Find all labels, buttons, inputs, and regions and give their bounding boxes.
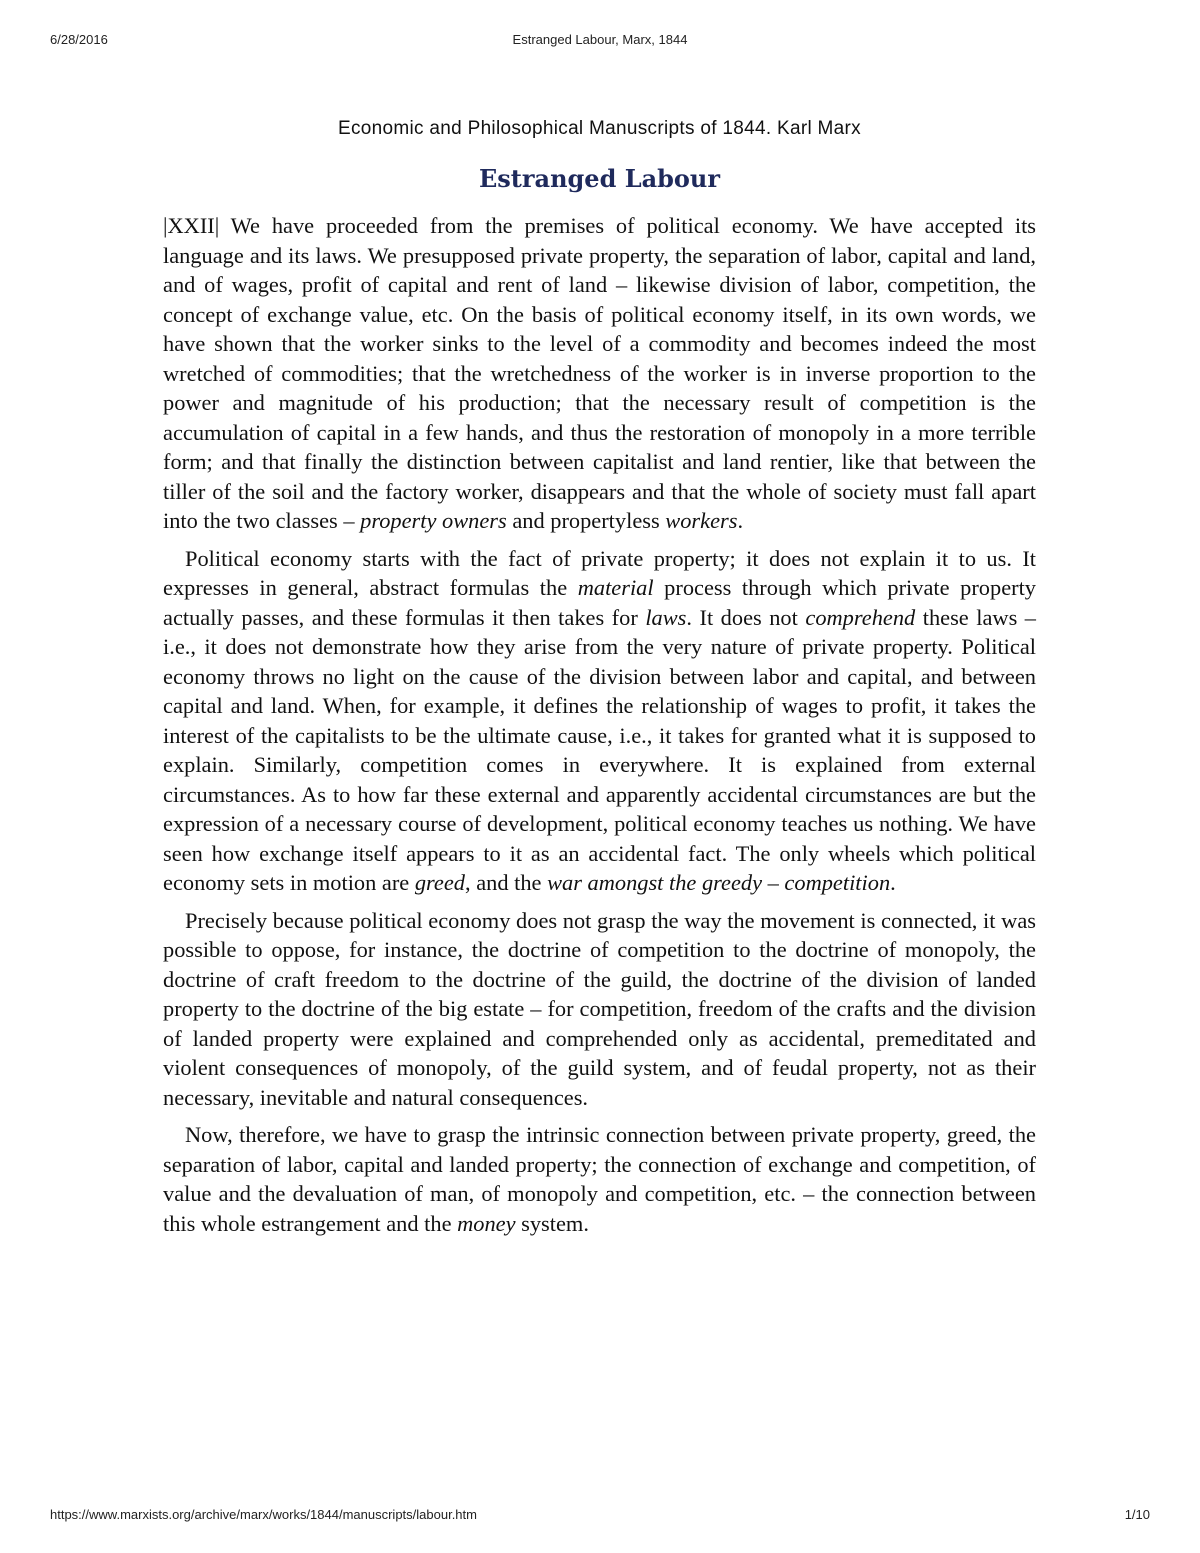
paragraph-4-text-a: Now, therefore, we have to grasp the intrinsic connection between private property, greed, the separation of labor, capital and landed property; the connection of exchange and competition, of value and the devaluation of man, of monopoly and competition, etc. – the connection between this whole estrangement and the: [163, 1122, 1036, 1236]
paragraph-1-text-e: .: [737, 508, 744, 533]
paragraph-2-text-a: Political economy starts with the fact of private property; it does not explain it to us. It expresses in general, abstract formulas the: [163, 545, 1036, 600]
paragraph-2-text-c: process through which private property actually passes, and these formulas it then takes for: [163, 575, 1037, 630]
paragraph-1-text-c: and propertyless: [506, 508, 666, 533]
print-date: 6/28/2016: [50, 32, 108, 47]
paragraph-1: [163, 211, 1036, 536]
source-url-link[interactable]: https://www.marxists.org/archive/marx/works/1844/manuscripts/labour.htm: [50, 1507, 477, 1522]
paragraph-4: [163, 1120, 1036, 1238]
paragraph-2-text-i: , and the: [465, 870, 548, 895]
work-title: Economic and Philosophical Manuscripts of 1844. Karl Marx: [338, 118, 861, 139]
paragraph-4-text-c: system.: [515, 1210, 589, 1236]
paragraph-2-em-d: laws: [645, 604, 687, 630]
paragraph-2: [163, 544, 1036, 898]
paragraph-2-em-h: greed: [414, 870, 465, 895]
paragraph-1-em-b: property owners: [360, 508, 507, 533]
paragraph-1-em-d: workers: [665, 508, 738, 533]
print-header-title: Estranged Labour, Marx, 1844: [512, 32, 688, 47]
paragraph-2-text-g: these laws – i.e., it does not demonstrate how they arise from the very nature of private property. Political economy throws no light on the cause of the division between labor and capital, and between capital and land. When, for example, it defines the relationship of wages to profit, it takes the interest of the capitalists to be the ultimate cause, i.e., it takes for granted what it is supposed to explain. Similarly, competition comes in everywhere. It is explained from external circumstances. As to how far these external and apparently accidental circumstances are but the expression of a necessary course of development, political economy teaches us nothing. We have seen how exchange itself appears to it as an accidental fact. The only wheels which political economy sets in motion are: [163, 604, 1036, 895]
paragraph-2-em-f: comprehend: [805, 604, 916, 630]
paragraph-4-em-b: money: [457, 1210, 516, 1236]
paragraph-2-text-k: .: [890, 870, 896, 895]
paragraph-2-em-j: war amongst the greedy – competition: [547, 870, 891, 895]
paragraph-2-em-b: material: [577, 575, 654, 600]
paragraph-3: Precisely because political economy does not grasp the way the movement is connected, it was possible to oppose, for instance, the doctrine of competition to the doctrine of monopoly, the doctrine of craft freedom to the doctrine of the guild, the doctrine of the division of landed property to the doctrine of the big estate – for competition, freedom of the crafts and the division of landed property were explained and comprehended only as accidental, premeditated and violent consequences of monopoly, of the guild system, and of feudal property, not as their necessary, inevitable and natural consequences.: [163, 907, 1036, 1110]
paragraph-1-text-a: |XXII| We have proceeded from the premises of political economy. We have accepted its language and its laws. We presupposed private property, the separation of labor, capital and land, and of wages, profit of capital and rent of land – likewise division of labor, competition, the concept of exchange value, etc. On the basis of political economy itself, in its own words, we have shown that the worker sinks to the level of a commodity and becomes indeed the most wretched of commodities; that the wretchedness of the worker is in inverse proportion to the power and magnitude of his production; that the necessary result of competition is the accumulation of capital in a few hands, and thus the restoration of monopoly in a more terrible form; and that finally the distinction between capitalist and land rentier, like that between the tiller of the soil and the factory worker, disappears and that the whole of society must fall apart into the two classes –: [163, 213, 1036, 533]
page-number: 1/10: [1124, 1507, 1150, 1522]
paragraph-2-text-e: . It does not: [686, 604, 806, 630]
document-body: [163, 118, 1036, 1246]
chapter-title: Estranged Labour: [478, 164, 721, 193]
